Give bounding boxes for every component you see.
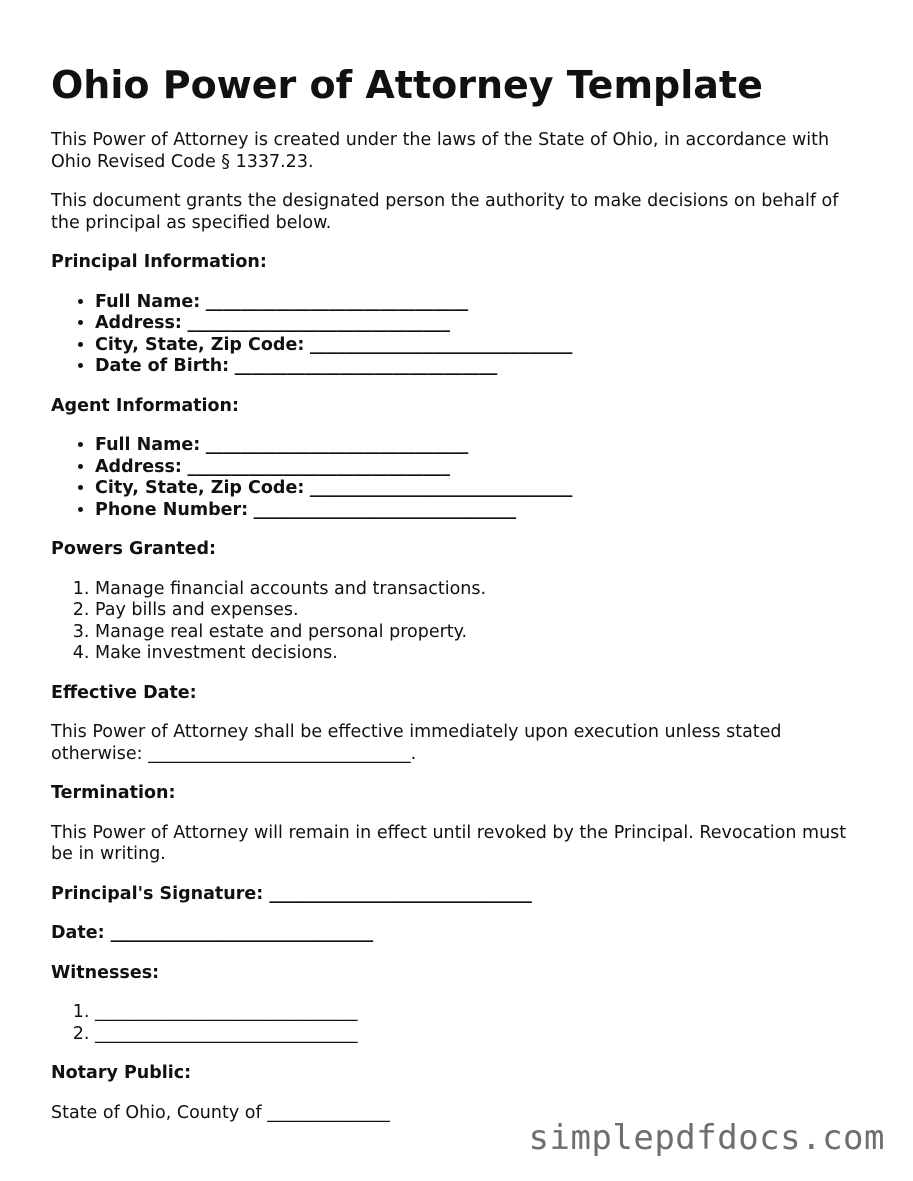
- principal-heading: Principal Information:: [51, 252, 267, 272]
- field-blank[interactable]: ______________________________: [309, 334, 573, 355]
- intro-paragraph-1: This Power of Attorney is created under the laws of the State of Ohio, in accordance with Ohio Revised Code § 1337.23.: [51, 130, 830, 172]
- notary-text: State of Ohio, County of ______________: [51, 1102, 390, 1123]
- effective-date-heading: Effective Date:: [51, 682, 197, 703]
- witnesses-list: [51, 1002, 871, 1045]
- field-label: Address:: [95, 456, 182, 477]
- power-item: 3. Manage real estate and personal property.: [95, 622, 871, 644]
- field-label: City, State, Zip Code:: [95, 334, 305, 355]
- date-label: Date:: [51, 923, 105, 943]
- field-blank[interactable]: ______________________________: [234, 356, 498, 376]
- field-label: Phone Number:: [95, 499, 249, 520]
- field-label: Full Name:: [95, 435, 201, 455]
- field-blank[interactable]: ______________________________: [205, 291, 469, 312]
- agent-fields-list: [51, 435, 871, 521]
- notary-heading: Notary Public:: [51, 1063, 192, 1083]
- powers-list: [51, 579, 871, 665]
- principal-fields-list: [51, 292, 871, 378]
- witnesses-heading: Witnesses:: [51, 962, 160, 983]
- principal-city-state-zip-field: [95, 335, 871, 357]
- agent-city-state-zip-field: [95, 478, 871, 500]
- principal-signature-line: [51, 884, 871, 906]
- termination-heading: Termination:: [51, 783, 176, 803]
- signature-label: Principal's Signature:: [51, 883, 264, 904]
- watermark: simplepdfdocs.com: [528, 1118, 885, 1158]
- field-blank[interactable]: ______________________________: [187, 313, 451, 333]
- effective-date-text: This Power of Attorney shall be effective immediately upon execution unless stated otherwise: ______________________________.: [51, 722, 782, 764]
- field-label: Full Name:: [95, 291, 201, 312]
- powers-heading: Powers Granted:: [51, 539, 217, 559]
- field-label: City, State, Zip Code:: [95, 478, 305, 498]
- intro-paragraph-2: This document grants the designated person the authority to make decisions on behalf of the principal as specified below.: [51, 191, 839, 233]
- agent-heading: Agent Information:: [51, 395, 239, 416]
- power-item: 2. Pay bills and expenses.: [95, 600, 871, 622]
- agent-full-name-field: [95, 435, 871, 457]
- document-page: [51, 62, 871, 1142]
- field-blank[interactable]: ______________________________: [309, 478, 573, 498]
- termination-text: This Power of Attorney will remain in effect until revoked by the Principal. Revocation must be in writing.: [51, 822, 847, 864]
- field-blank[interactable]: ______________________________: [253, 499, 517, 520]
- date-line: [51, 923, 871, 945]
- date-blank[interactable]: ______________________________: [110, 923, 374, 943]
- principal-full-name-field: [95, 292, 871, 314]
- field-label: Date of Birth:: [95, 356, 230, 376]
- principal-dob-field: [95, 356, 871, 378]
- field-label: Address:: [95, 313, 182, 333]
- field-blank[interactable]: ______________________________: [187, 456, 451, 477]
- signature-blank[interactable]: ______________________________: [269, 883, 532, 904]
- field-blank[interactable]: ______________________________: [205, 435, 469, 455]
- document-title: Ohio Power of Attorney Template: [51, 63, 763, 107]
- witness-line[interactable]: 1. ______________________________: [95, 1002, 871, 1024]
- power-item: 1. Manage financial accounts and transactions.: [95, 579, 871, 601]
- witness-line[interactable]: 2. ______________________________: [95, 1024, 871, 1046]
- power-item: 4. Make investment decisions.: [95, 643, 871, 665]
- agent-phone-field: [95, 500, 871, 522]
- agent-address-field: [95, 457, 871, 479]
- principal-address-field: [95, 313, 871, 335]
